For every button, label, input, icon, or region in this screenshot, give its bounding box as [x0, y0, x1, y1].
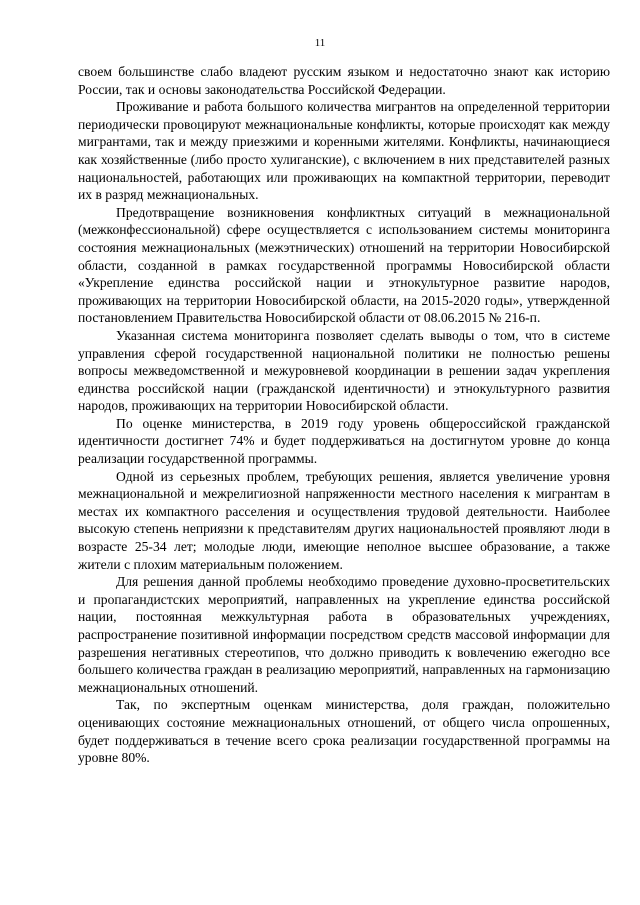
paragraph-civic-identity: По оценке министерства, в 2019 году уровень общероссийской гражданской идентичности достигнет 74% и будет поддерживаться на достигнутом уровне до конца реализации государственной программы.: [78, 415, 610, 467]
paragraph-expert-estimates: Так, по экспертным оценкам министерства, доля граждан, положительно оценивающих состояние межнациональных отношений, от общего числа опрошенных, будет поддерживаться в течение всего срока реализации государственной программы на уровне 80%.: [78, 697, 610, 766]
document-body: [78, 63, 610, 767]
paragraph-monitoring-system: Указанная система мониторинга позволяет сделать выводы о том, что в системе управления сферой государственной национальной политики не полностью решены вопросы межведомственной и межуровневой координации в решении задач укрепления единства российской нации (гражданской идентичности) и этнокультурного развития народов, проживающих на территории Новосибирской области.: [78, 327, 610, 414]
page-number: 11: [314, 37, 326, 49]
paragraph-continuation: своем большинстве слабо владеют русским языком и недостаточно знают как историю России, так и основы законодательства Российской Федерации.: [78, 64, 610, 97]
paragraph-tension-problem: Одной из серьезных проблем, требующих решения, является увеличение уровня межнациональной и межрелигиозной напряженности местного населения к мигрантам в местах их компактного расселения и осуществления трудовой деятельности. Наиболее высокую степень неприязни к представителям других национальностей проявляют люди в возрасте 25-34 лет; молодые люди, имеющие неполное высшее образование, а также жители с плохим материальным положением.: [78, 468, 610, 572]
paragraph-migrant-conflicts: Проживание и работа большого количества мигрантов на определенной территории периодически провоцируют межнациональные конфликты, которые происходят как между мигрантами, так и между приезжими и коренными жителями. Конфликты, начинающиеся как хозяйственные (либо просто хулиганские), с включением в них представителей разных национальностей, работающих или проживающих на компактной территории, переводит их в разряд межнациональных.: [78, 99, 610, 203]
paragraph-solution: Для решения данной проблемы необходимо проведение духовно-просветительских и пропагандистских мероприятий, направленных на укрепление единства российской нации, постоянная межкультурная работа в образовательных учреждениях, распространение позитивной информации посредством средств массовой информации для разрешения негативных стереотипов, что должно приводить к вовлечению ежегодно все большего количества граждан в реализацию мероприятий, направленных на гармонизацию межнациональных отношений.: [78, 574, 610, 695]
paragraph-conflict-prevention: Предотвращение возникновения конфликтных ситуаций в межнациональной (межконфессиональной) сфере осуществляется с использованием системы мониторинга состояния межнациональных (межэтнических) отношений на территории Новосибирской области, созданной в рамках государственной программы Новосибирской области «Укрепление единства российской нации и этнокультурное развитие народов, проживающих на территории Новосибирской области, на 2015-2020 годы», утвержденной постановлением Правительства Новосибирской области от 08.06.2015 № 216-п.: [78, 204, 610, 326]
